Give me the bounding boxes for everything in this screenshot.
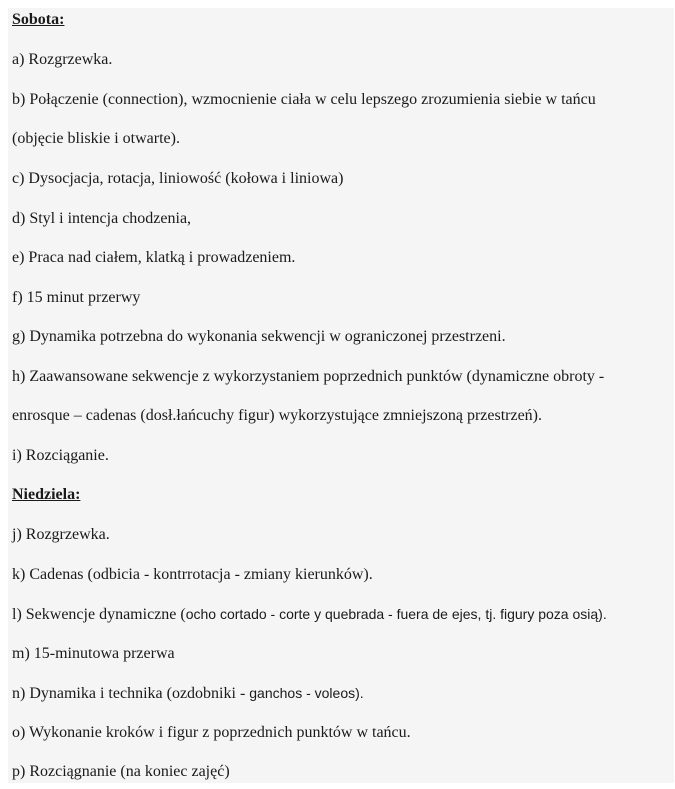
- list-item: o) Wykonanie kroków i figur z poprzednich punktów w tańcu.: [12, 724, 411, 741]
- list-item-text: n) Dynamika i technika (ozdobniki -: [12, 685, 250, 702]
- list-item: h) Zaawansowane sekwencje z wykorzystaniem poprzednich punktów (dynamiczne obroty -: [12, 368, 605, 385]
- list-item: a) Rozgrzewka.: [12, 51, 113, 68]
- list-item: g) Dynamika potrzebna do wykonania sekwencji w ograniczonej przestrzeni.: [12, 328, 506, 345]
- list-item-text-sans: ganchos - voleos).: [249, 685, 364, 701]
- list-item: b) Połączenie (connection), wzmocnienie ciała w celu lepszego zrozumienia siebie w tańcu: [12, 91, 596, 108]
- list-item: f) 15 minut przerwy: [12, 289, 141, 306]
- list-item: [12, 604, 607, 625]
- list-item: j) Rozgrzewka.: [12, 526, 110, 543]
- list-item: p) Rozciągnanie (na koniec zajęć): [12, 763, 230, 780]
- list-item: enrosque – cadenas (dosł.łańcuchy figur) wykorzystujące zmniejszoną przestrzeń).: [12, 407, 543, 424]
- document-page: [8, 8, 674, 783]
- list-item: c) Dysocjacja, rotacja, liniowość (kołowa i liniowa): [12, 170, 344, 187]
- list-item: (objęcie bliskie i otwarte).: [12, 130, 180, 147]
- list-item: k) Cadenas (odbicia - kontrrotacja - zmiany kierunków).: [12, 566, 373, 583]
- list-item: [12, 683, 364, 704]
- list-item-text-sans: ocho cortado - corte y quebrada - fuera de ejes, tj. figury poza osią).: [185, 606, 607, 622]
- saturday-heading: Sobota:: [12, 11, 65, 28]
- list-item-text: l) Sekwencje dynamiczne (: [12, 606, 186, 623]
- sunday-heading: Niedziela:: [12, 486, 81, 503]
- list-item: i) Rozciąganie.: [12, 447, 109, 464]
- list-item: m) 15-minutowa przerwa: [12, 645, 175, 662]
- list-item: e) Praca nad ciałem, klatką i prowadzeniem.: [12, 249, 296, 266]
- list-item: d) Styl i intencja chodzenia,: [12, 210, 192, 227]
